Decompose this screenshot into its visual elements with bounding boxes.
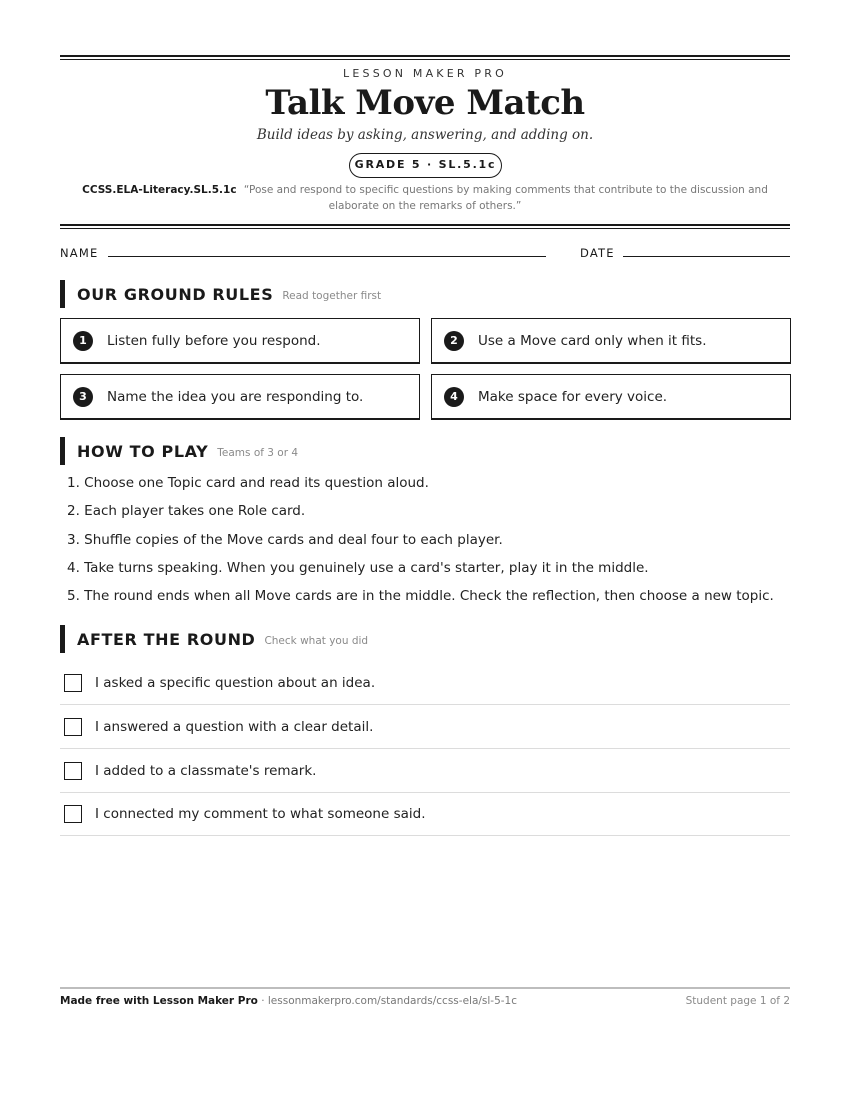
rule-text: Listen fully before you respond.: [107, 332, 321, 349]
reflection-item: [60, 749, 790, 793]
reflection-text: I answered a question with a clear detail.: [95, 718, 374, 735]
section-title: AFTER THE ROUND: [77, 629, 256, 649]
name-label: NAME: [60, 246, 99, 260]
section-title: OUR GROUND RULES: [77, 284, 274, 304]
section-subtitle: Teams of 3 or 4: [217, 446, 299, 459]
standard-code: CCSS.ELA-Literacy.SL.5.1c: [82, 184, 237, 196]
rule-number-badge: 2: [444, 331, 464, 351]
instruction-steps: [67, 472, 787, 613]
header-bottom-rule: [60, 224, 790, 229]
reflection-text: I added to a classmate's remark.: [95, 762, 317, 779]
ground-rules-header: [60, 280, 381, 308]
worksheet-page: [60, 0, 790, 1100]
reflection-item: [60, 792, 790, 836]
ground-rule-card: [431, 374, 791, 420]
instruction-step: 5. The round ends when all Move cards are in the middle. Check the reflection, then choose a new topic.: [67, 588, 774, 605]
standard-text: “Pose and respond to specific questions by making comments that contribute to the discussion and elaborate on the remarks of others.”: [243, 184, 768, 212]
footer-url[interactable]: · lessonmakerpro.com/standards/ccss-ela/sl-5-1c: [257, 995, 518, 1007]
section-marker: [60, 437, 65, 465]
footer-credit: [60, 995, 517, 1007]
instruction-step: 2. Each player takes one Role card.: [67, 503, 306, 520]
standard-description: [60, 182, 790, 214]
rule-number-badge: 3: [73, 387, 93, 407]
section-subtitle: Check what you did: [264, 634, 369, 647]
reflection-item: [60, 705, 790, 749]
ground-rule-card: [431, 318, 791, 364]
reflection-checkbox[interactable]: [64, 718, 82, 736]
page-indicator: Student page 1 of 2: [685, 995, 790, 1007]
page-subtitle: Build ideas by asking, answering, and adding on.: [256, 127, 594, 143]
footer-rule: [60, 987, 790, 989]
rule-text: Name the idea you are responding to.: [107, 388, 364, 405]
grade-badge: GRADE 5 · SL.5.1c: [349, 153, 502, 178]
header-top-rule: [60, 55, 790, 60]
page-title: Talk Move Match: [265, 83, 585, 123]
after-round-header: [60, 625, 368, 653]
instruction-step: 1. Choose one Topic card and read its question aloud.: [67, 475, 429, 491]
section-marker: [60, 280, 65, 308]
reflection-checkbox[interactable]: [64, 762, 82, 780]
name-field-line[interactable]: [108, 256, 546, 257]
rule-text: Make space for every voice.: [478, 388, 668, 405]
brand-name: LESSON MAKER PRO: [343, 67, 507, 80]
footer-made-with: Made free with Lesson Maker Pro: [60, 995, 258, 1007]
reflection-text: I connected my comment to what someone said.: [95, 805, 426, 822]
date-label: DATE: [580, 246, 615, 260]
reflection-checkbox[interactable]: [64, 805, 82, 823]
section-marker: [60, 625, 65, 653]
rule-text: Use a Move card only when it fits.: [478, 332, 707, 349]
instruction-step: 4. Take turns speaking. When you genuinely use a card's starter, play it in the middle.: [67, 559, 649, 576]
section-subtitle: Read together first: [282, 289, 382, 302]
rule-number-badge: 1: [73, 331, 93, 351]
reflection-item: [60, 661, 790, 705]
ground-rule-card: [60, 318, 420, 364]
section-title: HOW TO PLAY: [77, 441, 209, 461]
reflection-text: I asked a specific question about an idea.: [95, 674, 376, 691]
rule-number-badge: 4: [444, 387, 464, 407]
instruction-step: 3. Shuffle copies of the Move cards and deal four to each player.: [67, 531, 503, 548]
date-field-line[interactable]: [623, 256, 790, 257]
reflection-checkbox[interactable]: [64, 674, 82, 692]
how-to-play-header: [60, 437, 298, 465]
ground-rule-card: [60, 374, 420, 420]
